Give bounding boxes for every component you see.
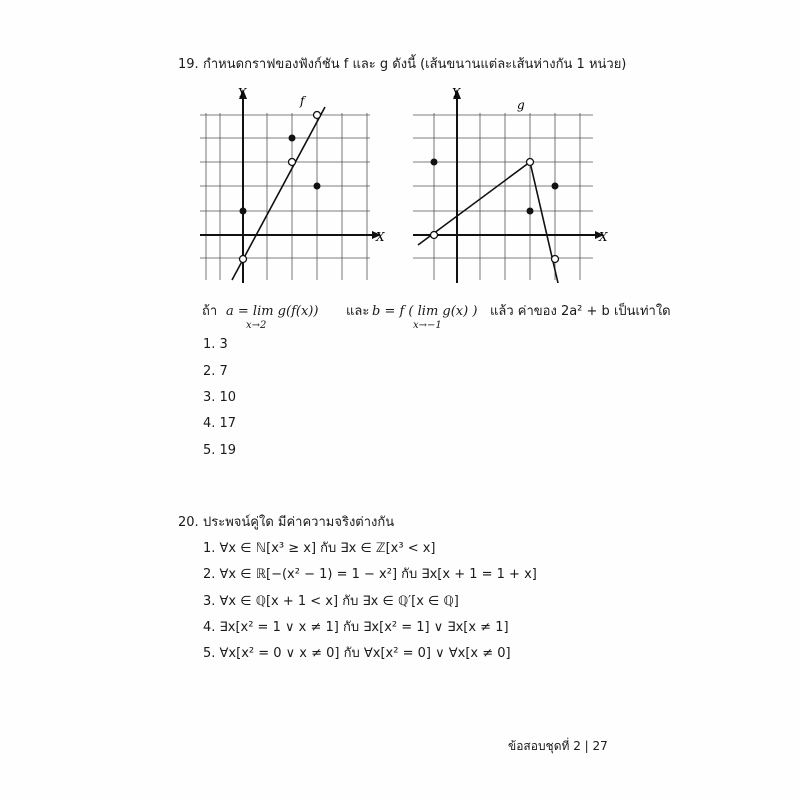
q19-b-subscript: x→−1: [413, 320, 442, 331]
f-x-label: X: [376, 230, 385, 244]
f-filled-point: [240, 208, 247, 215]
g-line-right: [530, 162, 558, 283]
g-open-point: [431, 232, 438, 239]
q19-and: และ: [346, 304, 370, 319]
g-filled-point: [527, 208, 534, 215]
page-footer: ข้อสอบชุดที่ 2 | 27: [508, 739, 608, 753]
q20-choice[interactable]: 3. ∀x ∈ ℚ[x + 1 < x] กับ ∃x ∈ ℚ′[x ∈ ℚ]: [203, 594, 459, 609]
q19-question-prefix: ถ้า: [202, 304, 218, 319]
g-open-point: [527, 159, 534, 166]
g-filled-point: [431, 159, 438, 166]
g-filled-point: [552, 183, 559, 190]
q20-stem: ประพจน์คู่ใด มีค่าความจริงต่างกัน: [203, 515, 395, 530]
f-filled-point: [314, 183, 321, 190]
q19-choice[interactable]: 3. 10: [203, 390, 237, 405]
q19-stem: กำหนดกราฟของฟังก์ชัน f และ g ดังนี้ (เส้นขนานแต่ละเส้นห่างกัน 1 หน่วย): [203, 57, 627, 72]
g-open-point: [552, 256, 559, 263]
q19-choice[interactable]: 4. 17: [203, 416, 237, 431]
q19-a-subscript: x→2: [246, 320, 267, 331]
q20-choice[interactable]: 5. ∀x[x² = 0 ∨ x ≠ 0] กับ ∀x[x² = 0] ∨ ∀x[x ≠ 0]: [203, 646, 511, 661]
f-filled-point: [289, 135, 296, 142]
q19-choice[interactable]: 5. 19: [203, 443, 237, 458]
q20-choice[interactable]: 1. ∀x ∈ ℕ[x³ ≥ x] กับ ∃x ∈ ℤ[x³ < x]: [203, 541, 436, 556]
q19-b-expression: b = f ( lim g(x) ): [372, 304, 478, 319]
f-line: [232, 107, 325, 280]
q19-a-expression: a = lim g(f(x)): [226, 304, 319, 319]
graph-f: [200, 85, 385, 285]
q19-choice[interactable]: 1. 3: [203, 337, 228, 352]
g-label: g: [517, 98, 525, 112]
graph-g: [413, 85, 613, 285]
f-open-point: [314, 112, 321, 119]
q19-number: 19.: [178, 57, 199, 72]
q20-number: 20.: [178, 515, 199, 530]
g-x-label: X: [599, 230, 608, 244]
f-y-label: Y: [238, 86, 246, 100]
q20-choice[interactable]: 4. ∃x[x² = 1 ∨ x ≠ 1] กับ ∃x[x² = 1] ∨ ∃x[x ≠ 1]: [203, 620, 509, 635]
f-open-point: [240, 256, 247, 263]
q19-question-suffix: แล้ว ค่าของ 2a² + b เป็นเท่าใด: [490, 304, 671, 319]
q20-choice[interactable]: 2. ∀x ∈ ℝ[−(x² − 1) = 1 − x²] กับ ∃x[x + 1 = 1 + x]: [203, 567, 537, 582]
f-label: f: [300, 94, 305, 108]
f-open-point: [289, 159, 296, 166]
q19-choice[interactable]: 2. 7: [203, 364, 228, 379]
g-y-label: Y: [452, 86, 460, 100]
